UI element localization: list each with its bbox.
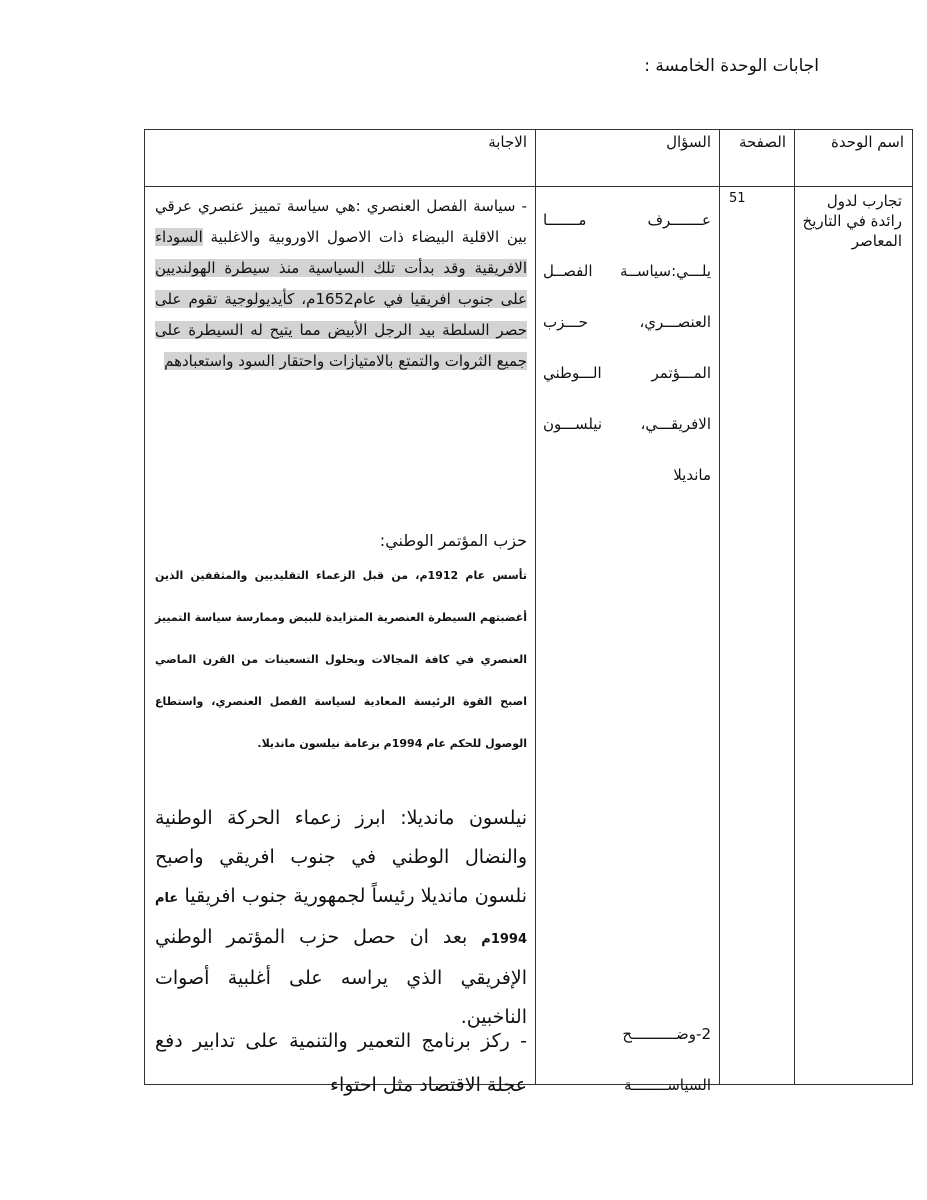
answer-reconstruction: - ركز برنامج التعمير والتنمية على تدابير دفع عجلة الاقتصاد مثل احتواء	[155, 1030, 527, 1096]
answer-mandela	[155, 799, 527, 1037]
page-title: اجابات الوحدة الخامسة :	[644, 56, 819, 76]
header-answer: الاجابة	[145, 130, 536, 187]
answer-mandela-year: عام 1994م	[155, 891, 527, 947]
answer-mandela-text-2: بعد ان حصل حزب المؤتمر الوطني الإفريقي الذي يراسه على أغلبية أصوات الناخبين.	[155, 926, 527, 1028]
answer-mandela-text-1: نيلسون مانديلا: ابرز زعماء الحركة الوطنية والنضال الوطني في جنوب افريقي واصبح نلسون مانديلا رئيساً لجمهورية جنوب افريقيا	[155, 807, 527, 907]
table-header-row	[145, 130, 913, 187]
unit-name: تجارب لدول رائدة في التاريخ المعاصر	[802, 192, 902, 250]
answers-table	[144, 129, 913, 1096]
answer-cell	[145, 187, 536, 1096]
table-row	[145, 187, 913, 1085]
header-unit: اسم الوحدة	[795, 130, 913, 187]
header-question: السؤال	[536, 130, 720, 187]
question-cell	[536, 187, 720, 1094]
answer-anc-title: حزب المؤتمر الوطني:	[379, 531, 527, 550]
unit-cell	[795, 187, 913, 1085]
answer-apartheid-highlight: السوداء الافريقية وقد بدأت تلك السياسية منذ سيطرة الهولنديين على جنوب افريقيا في عام1652م، كأيديولوجية تقوم على حصر السلطة بيد الرجل الأبيض مما يتيح له السيطرة على جميع الثروات والتمتع بالامتيازات واحتقار السود واستعبادهم	[155, 228, 527, 370]
page-number: 51	[729, 191, 746, 206]
page-cell	[720, 187, 795, 1085]
question-2: 2-وضــــــــــح السياســــــــة	[622, 1025, 711, 1094]
answer-apartheid-text: - سياسة الفصل العنصري :هي سياسة تمييز عنصري عرقي بين الاقلية البيضاء ذات الاصول الاوروبية والاغلبية	[155, 197, 527, 246]
answer-apartheid	[155, 191, 527, 377]
header-page: الصفحة	[720, 130, 795, 187]
question-1: عـــــــرف مـــــــا يلـــي:سياســة الفصــل العنصـــري، حـــزب المـــؤتمر الـــوطني الافريقـــي، نيلســـون مانديلا	[543, 211, 711, 484]
answer-anc-body: تأسس عام 1912م، من قبل الزعماء التقليديين والمثقفين الذين أغضبتهم السيطرة العنصرية المتزايدة للبيض وممارسة سياسة التمييز العنصري في كافة المجالات وبحلول التسعينات من القرن الماضي اصبح القوة الرئيسة المعادية لسياسة الفصل العنصري، واستطاع الوصول للحكم عام 1994م بزعامة نيلسون مانديلا.	[155, 569, 527, 750]
